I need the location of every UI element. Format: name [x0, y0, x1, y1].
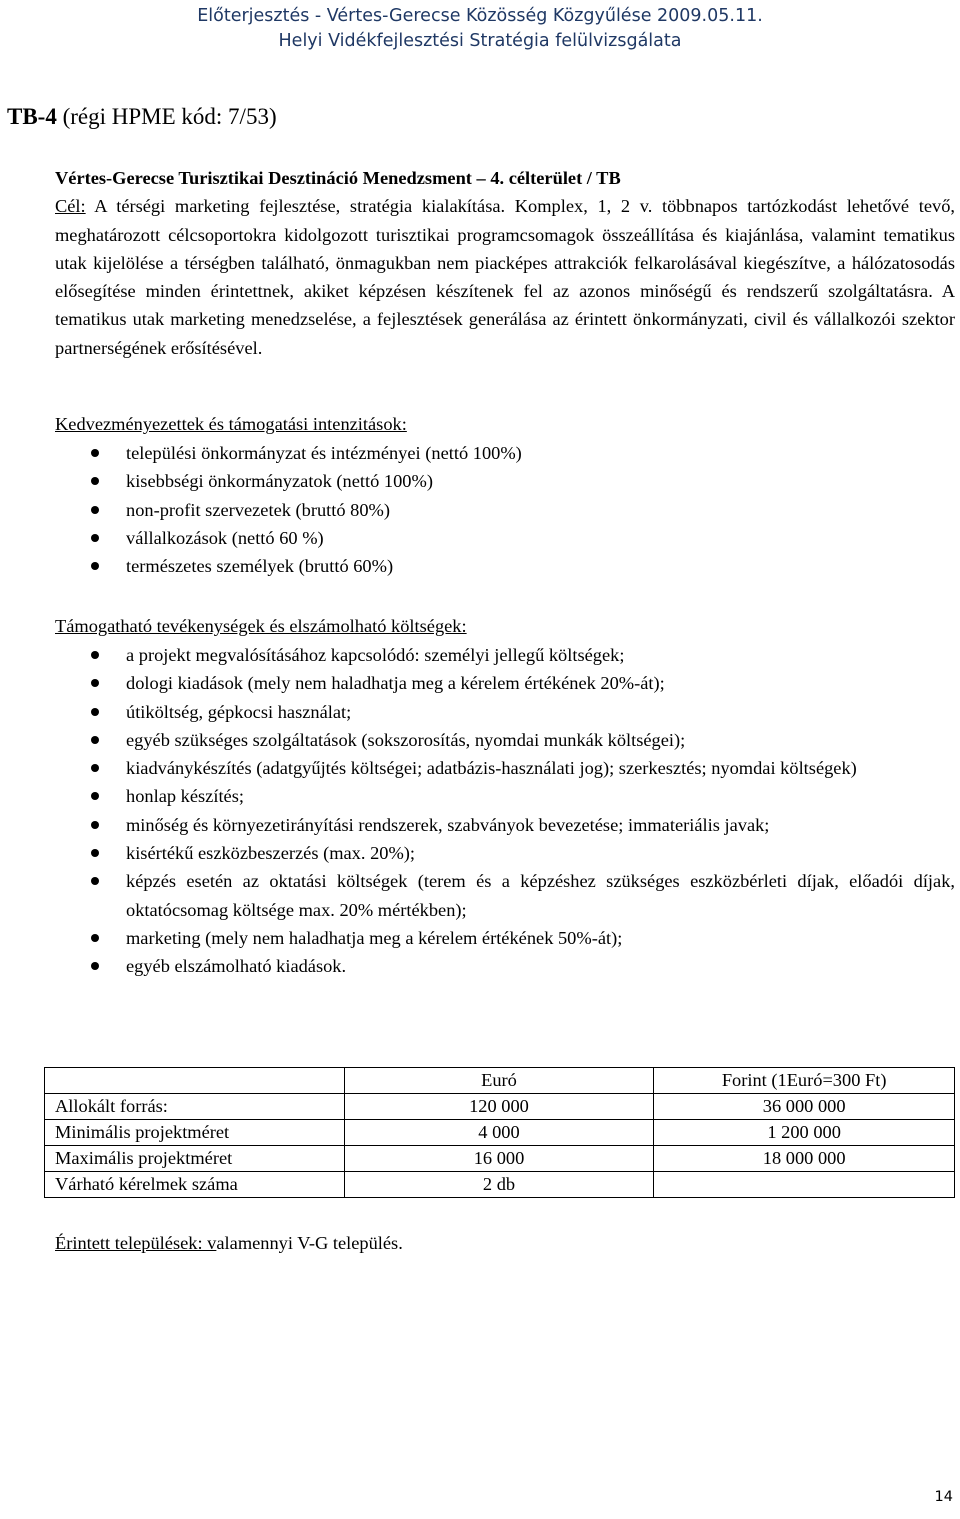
program-goal [55, 192, 955, 362]
table-cell: Allokált forrás: [45, 1094, 345, 1120]
activities-title: Támogatható tevékenységek és elszámolható költségek: [55, 616, 467, 636]
beneficiaries-title: Kedvezményezettek és támogatási intenzitások: [55, 414, 407, 434]
table-header-cell: Forint (1Euró=300 Ft) [654, 1068, 955, 1094]
table-cell: 1 200 000 [654, 1120, 955, 1146]
program-description [55, 164, 955, 362]
list-item: honlap készítés; [55, 782, 955, 810]
table-header-cell: Euró [344, 1068, 654, 1094]
table-cell: Minimális projektméret [45, 1120, 345, 1146]
table-row [45, 1172, 955, 1198]
settlements-label: Érintett települések: v [55, 1233, 217, 1253]
list-item: útiköltség, gépkocsi használat; [55, 698, 955, 726]
table-row [45, 1146, 955, 1172]
program-code: TB-4 [7, 104, 57, 129]
page-header [0, 4, 960, 54]
list-item: minőség és környezetirányítási rendszerek, szabványok bevezetése; immateriális javak; [55, 811, 955, 839]
settlements-line [55, 1229, 403, 1257]
table-cell: 4 000 [344, 1120, 654, 1146]
list-item: egyéb szükséges szolgáltatások (sokszorosítás, nyomdai munkák költségei); [55, 726, 955, 754]
list-item: települési önkormányzat és intézményei (nettó 100%) [55, 439, 955, 467]
header-line-1: Előterjesztés - Vértes-Gerecse Közösség Közgyűlése 2009.05.11. [197, 6, 763, 26]
budget-table [44, 1067, 955, 1198]
list-item: vállalkozások (nettó 60 %) [55, 524, 955, 552]
program-name: Vértes-Gerecse Turisztikai Desztináció Menedzsment – 4. célterület / TB [55, 168, 621, 188]
activities-list [55, 641, 955, 981]
program-code-old: (régi HPME kód: 7/53) [56, 104, 277, 129]
table-cell: 2 db [344, 1172, 654, 1198]
table-cell: 120 000 [344, 1094, 654, 1120]
table-cell: 36 000 000 [654, 1094, 955, 1120]
table-row [45, 1094, 955, 1120]
page-number: 14 [934, 1489, 953, 1505]
goal-label: Cél: [55, 196, 86, 217]
list-item: a projekt megvalósításához kapcsolódó: személyi jellegű költségek; [55, 641, 955, 669]
list-item: non-profit szervezetek (bruttó 80%) [55, 496, 955, 524]
table-cell: Várható kérelmek száma [45, 1172, 345, 1198]
table-header-row [45, 1068, 955, 1094]
list-item: kiadványkészítés (adatgyűjtés költségei; adatbázis-használati jog); szerkesztés; nyomdai költségek) [55, 754, 955, 782]
program-code-heading [7, 104, 277, 130]
table-header-cell [45, 1068, 345, 1094]
goal-text: A térségi marketing fejlesztése, stratégia kialakítása. Komplex, 1, 2 v. többnapos tartózkodást lehetővé tevő, meghatározott célcsoportokra kidolgozott turisztikai programcsomagok összeállítása és kiajánlása, valamint tematikus utak kijelölése a térségben található, önmagukban nem piacképes attrakciók felkarolásával kiegészítve, a hálózatosodás elősegítése minden érintettnek, akiket képzésen készítenek fel az azonos minőségű és rendszerű szolgáltatásra. A tematikus utak marketing menedzselése, a fejlesztések generálása az érintett önkormányzati, civil és vállalkozói szektor partnerségének erősítésével. [55, 196, 955, 358]
list-item: kisebbségi önkormányzatok (nettó 100%) [55, 467, 955, 495]
list-item: kisértékű eszközbeszerzés (max. 20%); [55, 839, 955, 867]
list-item: marketing (mely nem haladhatja meg a kérelem értékének 50%-át); [55, 924, 955, 952]
table-cell [654, 1172, 955, 1198]
list-item: egyéb elszámolható kiadások. [55, 952, 955, 980]
beneficiaries-list [55, 439, 955, 580]
header-line-2: Helyi Vidékfejlesztési Stratégia felülvizsgálata [278, 31, 682, 51]
settlements-text: alamennyi V-G település. [216, 1233, 403, 1253]
table-cell: 18 000 000 [654, 1146, 955, 1172]
table-cell: Maximális projektméret [45, 1146, 345, 1172]
table-row [45, 1120, 955, 1146]
list-item: dologi kiadások (mely nem haladhatja meg a kérelem értékének 20%-át); [55, 669, 955, 697]
table-cell: 16 000 [344, 1146, 654, 1172]
list-item: képzés esetén az oktatási költségek (terem és a képzéshez szükséges eszközbérleti díjak, előadói díjak, oktatócsomag költsége max. 20% mértékben); [55, 867, 955, 924]
list-item: természetes személyek (bruttó 60%) [55, 552, 955, 580]
